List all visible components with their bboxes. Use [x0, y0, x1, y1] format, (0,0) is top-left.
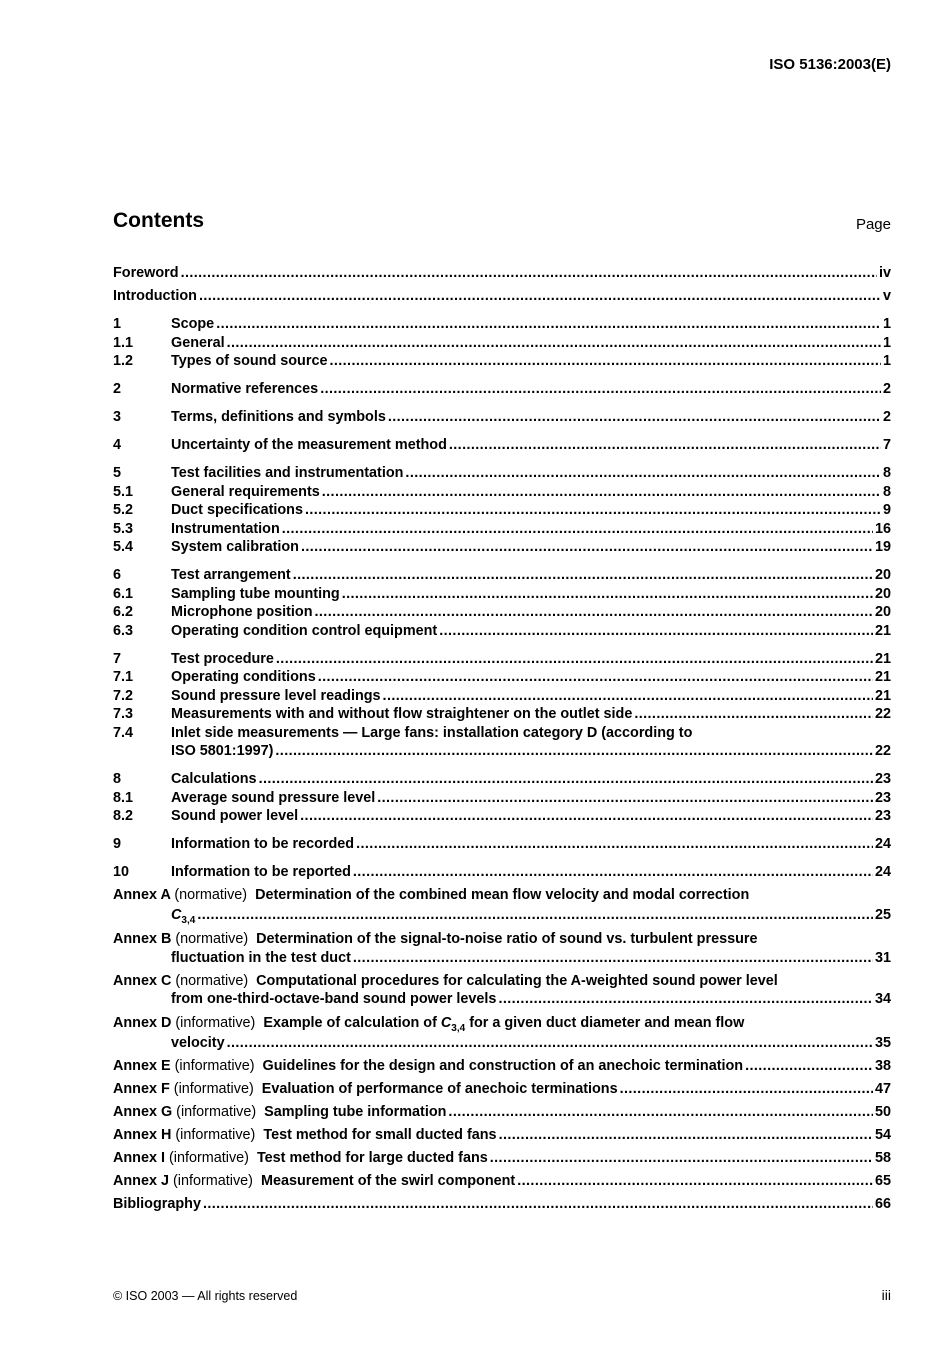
- toc-entry-title: Sampling tube mounting: [171, 585, 340, 602]
- toc-entry-page: 66: [874, 1196, 891, 1212]
- toc-entry-page: 65: [874, 1173, 891, 1189]
- toc-entry-section-1[interactable]: [113, 315, 891, 334]
- annex-type: (informative): [173, 1081, 254, 1097]
- symbol-c34: $C_{3,4}$: [171, 906, 196, 926]
- toc-entry-section-8-1[interactable]: [113, 789, 891, 808]
- toc-entry-title: Determination of the signal-to-noise ratio of sound vs. turbulent pressure: [256, 931, 758, 947]
- toc-entry-section-7[interactable]: [113, 650, 891, 669]
- toc-entry-section-8[interactable]: [113, 770, 891, 789]
- toc-entry-page: 24: [874, 864, 891, 880]
- toc-entry-section-7-4[interactable]: [113, 724, 891, 743]
- toc-entry-page: 8: [882, 465, 891, 481]
- toc-entry-section-1-1[interactable]: [113, 334, 891, 353]
- toc-entry-title: Inlet side measurements — Large fans: installation category D (according to: [171, 724, 693, 741]
- toc-entry-page: v: [882, 288, 891, 304]
- toc-entry-title: Types of sound source: [171, 353, 328, 369]
- toc-entry-title: Test method for small ducted fans: [263, 1127, 497, 1143]
- toc-entry-number: 7.4: [113, 724, 134, 741]
- toc-entry-page: 58: [874, 1150, 891, 1166]
- toc-entry-page: 21: [874, 622, 891, 639]
- toc-entry-number: 5.3: [113, 520, 134, 537]
- toc-entry-title: Operating condition control equipment: [171, 622, 438, 639]
- toc-entry-number: 8: [113, 771, 122, 787]
- toc-entry-annex-g[interactable]: [113, 1103, 891, 1122]
- annex-label: Annex E: [113, 1058, 171, 1074]
- toc-entry-title: Evaluation of performance of anechoic terminations: [261, 1081, 618, 1097]
- toc-entry-page: 23: [874, 771, 891, 787]
- annex-type: (normative): [174, 887, 248, 903]
- contents-title: Contents: [113, 209, 204, 232]
- toc-entry-title: Test method for large ducted fans: [256, 1150, 488, 1166]
- toc-entry-number: 7: [113, 650, 122, 667]
- toc-entry-title: Bibliography: [113, 1196, 201, 1212]
- toc-entry-annex-i[interactable]: [113, 1149, 891, 1168]
- toc-entry-title: Test procedure: [171, 650, 274, 667]
- toc-entry-section-5-2[interactable]: [113, 501, 891, 520]
- toc-entry-section-6[interactable]: [113, 566, 891, 585]
- toc-entry-section-4[interactable]: [113, 436, 891, 455]
- toc-entry-page: 7: [882, 437, 891, 453]
- toc-entry-title: Determination of the combined mean flow velocity and modal correction: [255, 887, 750, 903]
- toc-entry-number: 5.2: [113, 502, 134, 518]
- toc-entry-annex-b-continued[interactable]: [113, 949, 891, 968]
- toc-entry-page: 22: [874, 706, 891, 722]
- toc-entry-page: 8: [882, 483, 891, 500]
- annex-type: (informative): [175, 1127, 256, 1143]
- toc-entry-title: Test arrangement: [171, 567, 291, 583]
- toc-entry-title: System calibration: [171, 539, 299, 555]
- toc-entry-page: 21: [874, 650, 891, 667]
- toc-entry-title: Measurements with and without flow straightener on the outlet side: [171, 706, 633, 722]
- toc-entry-number: 6.1: [113, 585, 134, 602]
- page-column-label: Page: [855, 216, 891, 233]
- toc-entry-annex-a-continued[interactable]: [113, 905, 891, 926]
- toc-entry-title: Measurement of the swirl component: [260, 1173, 516, 1189]
- annex-type: (normative): [175, 931, 249, 947]
- annex-type: (informative): [176, 1104, 257, 1120]
- toc-entry-page: 19: [874, 539, 891, 555]
- toc-entry-annex-a[interactable]: [113, 886, 891, 905]
- toc-entry-title: General requirements: [171, 483, 320, 500]
- toc-entry-title: Normative references: [171, 381, 319, 397]
- toc-entry-title: Computational procedures for calculating the A-weighted sound power level: [256, 972, 778, 989]
- toc-entry-title: Foreword: [113, 265, 179, 281]
- toc-entry-annex-h[interactable]: [113, 1126, 891, 1145]
- toc-entry-title: Duct specifications: [171, 502, 303, 518]
- toc-entry-number: 1.2: [113, 353, 134, 369]
- toc-entry-page: 31: [874, 949, 891, 966]
- toc-entry-title: Operating conditions: [171, 669, 316, 685]
- toc-entry-annex-c[interactable]: [113, 972, 891, 991]
- toc-entry-number: 7.1: [113, 669, 134, 685]
- toc-entry-section-6-2[interactable]: [113, 603, 891, 622]
- toc-entry-section-3[interactable]: [113, 408, 891, 427]
- toc-entry-title: Example of calculation of: [263, 1015, 437, 1031]
- toc-entry-title-continued: from one-third-octave-band sound power levels: [171, 991, 497, 1007]
- toc-entry-section-5-4[interactable]: [113, 538, 891, 557]
- toc-entry-number: 2: [113, 381, 122, 397]
- toc-entry-title-continued: ISO 5801:1997): [171, 743, 274, 759]
- toc-entry-title: Scope: [171, 316, 215, 332]
- toc-entry-title: Guidelines for the design and construction of an anechoic termination: [262, 1058, 744, 1074]
- toc-entry-introduction[interactable]: [113, 287, 891, 306]
- toc-entry-section-8-2[interactable]: [113, 807, 891, 826]
- toc-entry-page: 34: [874, 991, 891, 1007]
- toc-entry-page: 1: [882, 316, 891, 332]
- toc-entry-page: 25: [874, 906, 891, 923]
- toc-entry-section-9[interactable]: [113, 835, 891, 854]
- toc-entry-annex-c-continued[interactable]: [113, 990, 891, 1009]
- toc-entry-number: 1: [113, 316, 122, 332]
- toc-entry-page: 16: [874, 520, 891, 537]
- toc-entry-section-7-1[interactable]: [113, 668, 891, 687]
- annex-label: Annex A: [113, 887, 171, 903]
- symbol-c34: $C_{3,4}$: [440, 1015, 466, 1034]
- toc-entry-section-10[interactable]: [113, 863, 891, 882]
- annex-type: (informative): [174, 1058, 255, 1074]
- toc-entry-number: 8.1: [113, 789, 134, 806]
- toc-entry-title-after: for a given duct diameter and mean flow: [469, 1015, 745, 1031]
- toc-entry-number: 8.2: [113, 808, 134, 824]
- annex-label: Annex F: [113, 1081, 170, 1097]
- toc-entry-annex-b[interactable]: [113, 930, 891, 949]
- toc-entry-number: 1.1: [113, 334, 134, 351]
- toc-entry-page: 20: [874, 567, 891, 583]
- toc-entry-number: 7.3: [113, 706, 134, 722]
- toc-entry-foreword[interactable]: [113, 264, 891, 283]
- toc-entry-annex-e[interactable]: [113, 1057, 891, 1076]
- toc-entry-title: Calculations: [171, 771, 257, 787]
- toc-entry-page: 22: [874, 743, 891, 759]
- toc-entry-number: 5: [113, 465, 122, 481]
- table-of-contents: [113, 264, 891, 1214]
- toc-entry-title: Average sound pressure level: [171, 789, 376, 806]
- toc-entry-bibliography[interactable]: [113, 1195, 891, 1214]
- toc-entry-page: 2: [882, 409, 891, 425]
- toc-entry-number: 5.4: [113, 539, 134, 555]
- toc-entry-section-5-1[interactable]: [113, 483, 891, 502]
- toc-entry-section-7-4-continued[interactable]: [113, 742, 891, 761]
- toc-entry-page: iv: [878, 265, 891, 281]
- toc-entry-title: Introduction: [113, 288, 197, 304]
- toc-entry-title-continued: fluctuation in the test duct: [171, 949, 351, 966]
- toc-entry-number: 6.2: [113, 604, 134, 620]
- annex-label: Annex B: [113, 931, 172, 947]
- toc-entry-title-continued: velocity: [171, 1035, 225, 1051]
- toc-entry-title: Test facilities and instrumentation: [171, 465, 404, 481]
- toc-entry-section-7-3[interactable]: [113, 705, 891, 724]
- annex-type: (informative): [168, 1150, 249, 1166]
- toc-entry-page: 2: [882, 381, 891, 397]
- toc-entry-page: 47: [874, 1081, 891, 1097]
- toc-entry-page: 21: [874, 669, 891, 685]
- toc-entry-annex-d-continued[interactable]: [113, 1034, 891, 1053]
- toc-entry-page: 24: [874, 836, 891, 852]
- annex-label: Annex G: [113, 1104, 173, 1120]
- toc-entry-number: 9: [113, 836, 122, 852]
- toc-entry-page: 1: [882, 353, 891, 369]
- annex-label: Annex I: [113, 1150, 165, 1166]
- toc-entry-section-5-3[interactable]: [113, 520, 891, 539]
- toc-entry-page: 23: [874, 808, 891, 824]
- annex-label: Annex J: [113, 1173, 169, 1189]
- toc-entry-title: Microphone position: [171, 604, 313, 620]
- toc-entry-section-2[interactable]: [113, 380, 891, 399]
- toc-entry-annex-d[interactable]: [113, 1013, 891, 1034]
- toc-entry-title: Sound power level: [171, 808, 299, 824]
- document-id: ISO 5136:2003(E): [769, 56, 891, 73]
- toc-entry-title: Instrumentation: [171, 520, 280, 537]
- toc-entry-annex-j[interactable]: [113, 1172, 891, 1191]
- toc-entry-number: 10: [113, 864, 130, 880]
- toc-entry-annex-f[interactable]: [113, 1080, 891, 1099]
- annex-type: (informative): [172, 1173, 253, 1189]
- toc-entry-section-5[interactable]: [113, 464, 891, 483]
- toc-entry-title: Information to be reported: [171, 864, 351, 880]
- toc-entry-number: 3: [113, 409, 122, 425]
- toc-entry-number: 6: [113, 567, 122, 583]
- toc-entry-title: Uncertainty of the measurement method: [171, 437, 447, 453]
- toc-entry-page: 20: [874, 604, 891, 620]
- toc-entry-number: 6.3: [113, 622, 134, 639]
- copyright-notice: © ISO 2003 — All rights reserved: [113, 1289, 298, 1303]
- toc-entry-section-7-2[interactable]: [113, 687, 891, 706]
- annex-type: (informative): [175, 1015, 256, 1031]
- toc-entry-title: Sound pressure level readings: [171, 687, 381, 704]
- toc-entry-page: 9: [882, 502, 891, 518]
- annex-label: Annex D: [113, 1015, 172, 1031]
- toc-entry-page: 35: [874, 1035, 891, 1051]
- toc-entry-page: 54: [874, 1127, 891, 1143]
- page-number: iii: [881, 1287, 891, 1303]
- toc-entry-page: 38: [874, 1058, 891, 1074]
- toc-entry-page: 20: [874, 585, 891, 602]
- toc-entry-section-6-1[interactable]: [113, 585, 891, 604]
- toc-entry-title: Sampling tube information: [264, 1104, 447, 1120]
- annex-label: Annex C: [113, 972, 172, 989]
- toc-entry-page: 1: [882, 334, 891, 351]
- toc-entry-page: 21: [874, 687, 891, 704]
- toc-entry-title: General: [171, 334, 225, 351]
- toc-entry-page: 50: [874, 1104, 891, 1120]
- toc-entry-number: 5.1: [113, 483, 134, 500]
- annex-type: (normative): [175, 972, 249, 989]
- annex-label: Annex H: [113, 1127, 172, 1143]
- toc-entry-page: 23: [874, 789, 891, 806]
- toc-entry-number: 4: [113, 437, 122, 453]
- toc-entry-section-6-3[interactable]: [113, 622, 891, 641]
- toc-entry-title: Terms, definitions and symbols: [171, 409, 386, 425]
- toc-entry-number: 7.2: [113, 687, 134, 704]
- toc-entry-section-1-2[interactable]: [113, 352, 891, 371]
- toc-entry-title: Information to be recorded: [171, 836, 355, 852]
